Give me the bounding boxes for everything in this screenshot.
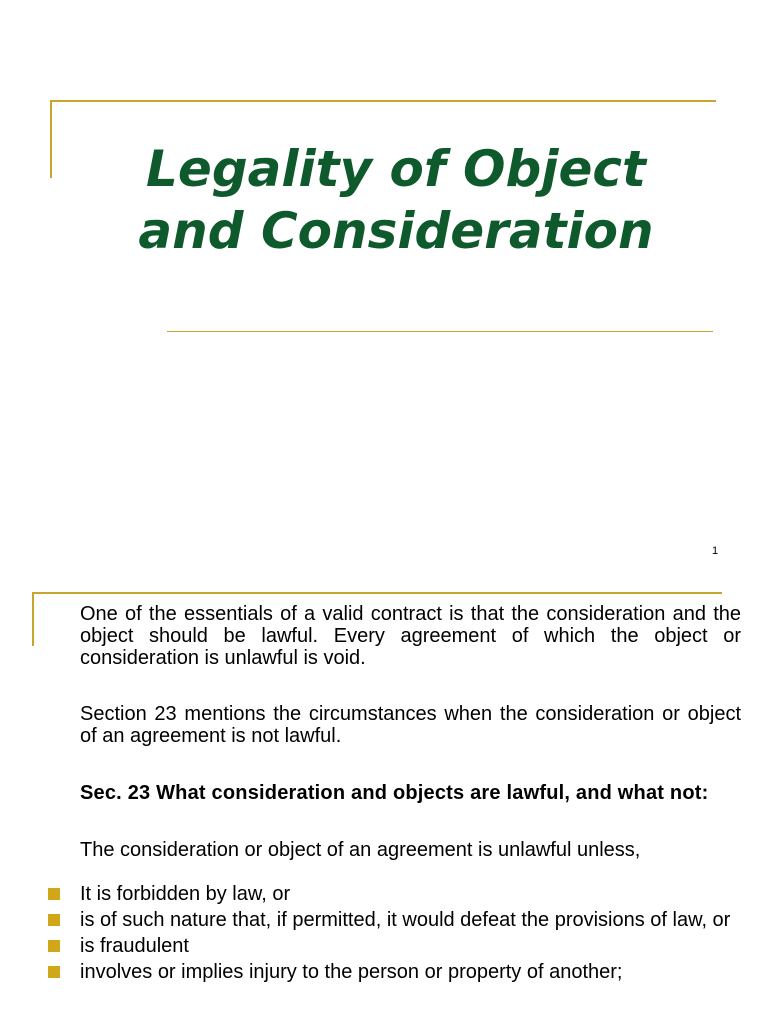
list-item-text: is of such nature that, if permitted, it would defeat the provisions of law, or bbox=[80, 909, 731, 931]
page-number: 1 bbox=[712, 545, 719, 557]
bullet-list bbox=[80, 883, 741, 983]
list-item bbox=[80, 935, 741, 957]
square-bullet-icon bbox=[48, 966, 60, 978]
paragraph-intro: One of the essentials of a valid contract is that the consideration and the object should be lawful. Every agreement of which the object or consideration is unlawful is void. bbox=[80, 603, 741, 669]
list-item bbox=[80, 909, 741, 931]
list-item bbox=[80, 961, 741, 983]
paragraph-unlawful-unless: The consideration or object of an agreement is unlawful unless, bbox=[80, 839, 641, 861]
slide-body bbox=[80, 603, 741, 987]
section-heading: Sec. 23 What consideration and objects are lawful, and what not: bbox=[80, 782, 709, 804]
list-item-text: involves or implies injury to the person or property of another; bbox=[80, 961, 623, 983]
slide-title bbox=[60, 138, 732, 262]
paragraph-section-23: Section 23 mentions the circumstances when the consideration or object of an agreement is not lawful. bbox=[80, 703, 741, 747]
title-line-1: Legality of Object bbox=[146, 140, 646, 198]
subtitle-accent-line bbox=[167, 331, 713, 332]
title-line-2: and Consideration bbox=[138, 202, 654, 260]
square-bullet-icon bbox=[48, 888, 60, 900]
list-item-text: is fraudulent bbox=[80, 935, 189, 957]
list-item-text: It is forbidden by law, or bbox=[80, 883, 291, 905]
left-accent-line bbox=[32, 592, 34, 646]
top-accent-line bbox=[32, 592, 722, 594]
top-accent-line bbox=[50, 100, 716, 102]
list-item bbox=[80, 883, 741, 905]
square-bullet-icon bbox=[48, 940, 60, 952]
slide-2 bbox=[0, 590, 768, 1024]
square-bullet-icon bbox=[48, 914, 60, 926]
left-accent-line bbox=[50, 100, 52, 178]
